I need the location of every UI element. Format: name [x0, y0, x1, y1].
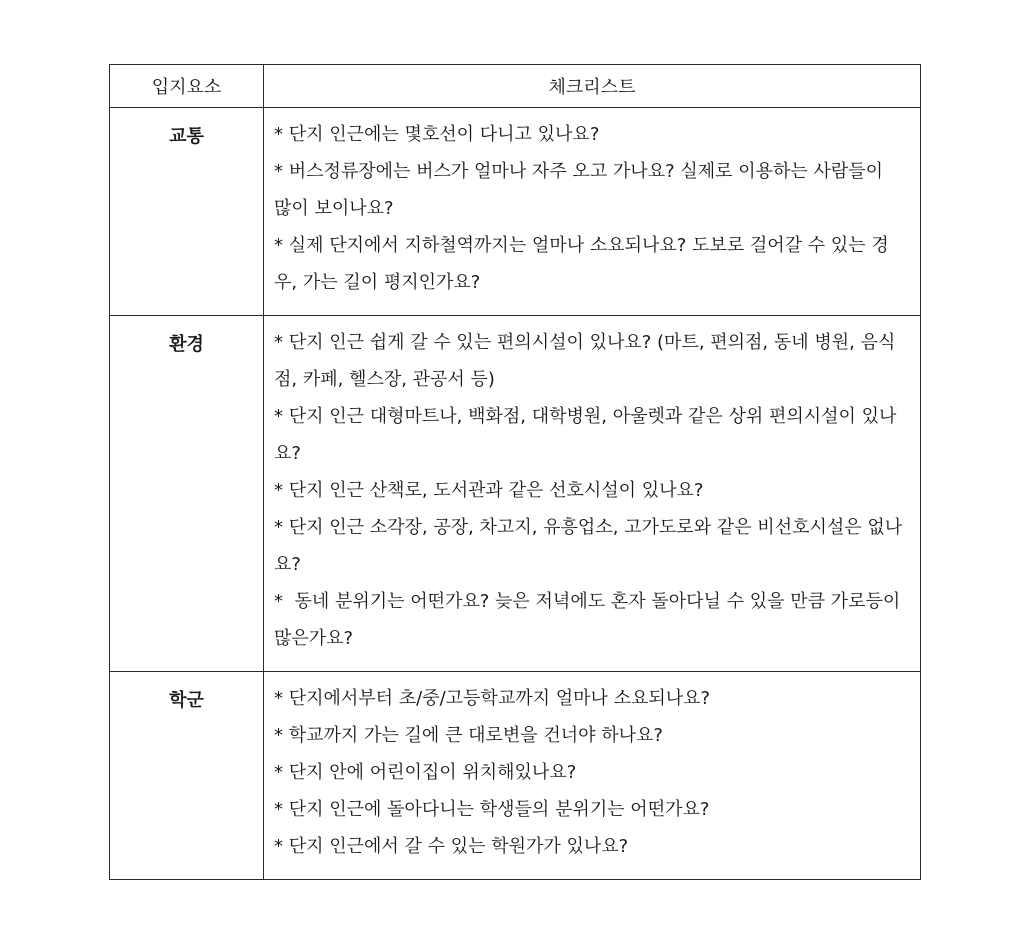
- list-item: * 단지 인근 쉽게 갈 수 있는 편의시설이 있나요? (마트, 편의점, 동네 병원, 음식점, 카페, 헬스장, 관공서 등): [274, 332, 896, 390]
- location-checklist-table: [109, 64, 921, 880]
- list-item: * 단지 인근에는 몇호선이 다니고 있나요?: [274, 124, 600, 145]
- checklist-traffic: [264, 108, 921, 316]
- list-item: * 동네 분위기는 어떤가요? 늦은 저녁에도 혼자 돌아다닐 수 있을 만큼 가로등이 많은가요?: [274, 591, 906, 649]
- list-item: * 학교까지 가는 길에 큰 대로변을 건너야 하나요?: [274, 725, 663, 746]
- list-item: * 버스정류장에는 버스가 얼마나 자주 오고 가나요? 실제로 이용하는 사람들이 많이 보이나요?: [274, 161, 889, 219]
- factor-traffic: 교통: [110, 108, 264, 316]
- list-item: * 단지 인근에서 갈 수 있는 학원가가 있나요?: [274, 836, 629, 857]
- header-checklist: 체크리스트: [264, 65, 921, 108]
- header-factor: 입지요소: [110, 65, 264, 108]
- table-row-school-district: [110, 672, 921, 880]
- checklist-environment: [264, 316, 921, 672]
- factor-environment: 환경: [110, 316, 264, 672]
- list-item: * 실제 단지에서 지하철역까지는 얼마나 소요되나요? 도보로 걸어갈 수 있는 경우, 가는 길이 평지인가요?: [274, 235, 889, 293]
- list-item: * 단지 인근 산책로, 도서관과 같은 선호시설이 있나요?: [274, 480, 704, 501]
- table-row-traffic: [110, 108, 921, 316]
- checklist-school-district: [264, 672, 921, 880]
- table-header-row: [110, 65, 921, 108]
- list-item: * 단지 인근에 돌아다니는 학생들의 분위기는 어떤가요?: [274, 799, 710, 820]
- table-row-environment: [110, 316, 921, 672]
- list-item: * 단지 안에 어린이집이 위치해있나요?: [274, 762, 577, 783]
- list-item: * 단지 인근 대형마트나, 백화점, 대학병원, 아울렛과 같은 상위 편의시설이 있나요?: [274, 406, 897, 464]
- list-item: * 단지에서부터 초/중/고등학교까지 얼마나 소요되나요?: [274, 688, 711, 709]
- factor-school-district: 학군: [110, 672, 264, 880]
- list-item: * 단지 인근 소각장, 공장, 차고지, 유흥업소, 고가도로와 같은 비선호시설은 없나요?: [274, 517, 903, 575]
